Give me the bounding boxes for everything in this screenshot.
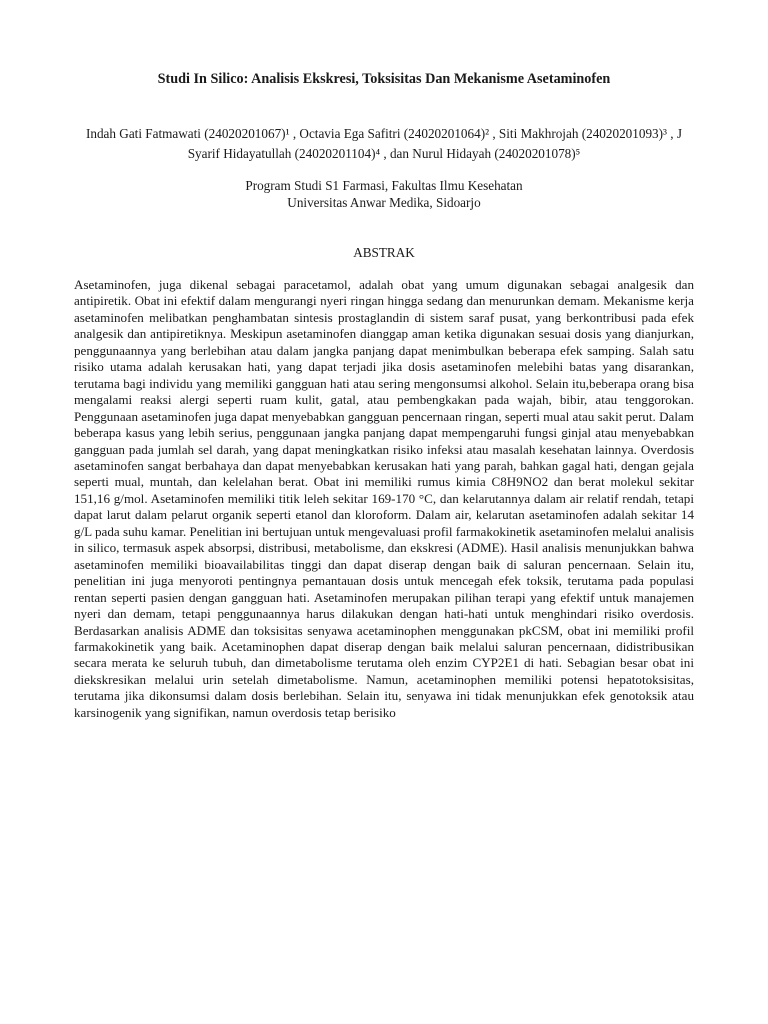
abstract-heading: ABSTRAK <box>353 245 415 260</box>
abstract-text: Asetaminofen, juga dikenal sebagai paracetamol, adalah obat yang umum digunakan sebagai analgesik dan antipiretik. Obat ini efektif dalam mengurangi nyeri ringan hingga sedang dan menurunkan demam. Mekanisme kerja asetaminofen melibatkan penghambatan sintesis prostaglandin di sistem saraf pusat, yang berkontribusi pada efek analgesik dan antipiretiknya. Meskipun asetaminofen dianggap aman ketika digunakan sesuai dosis yang dianjurkan, penggunaannya yang berlebihan atau dalam jangka panjang dapat menimbulkan beberapa efek samping. Salah satu risiko utama adalah kerusakan hati, yang dapat terjadi jika dosis asetaminofen melebihi batas yang disarankan, terutama bagi individu yang memiliki gangguan hati atau sering mengonsumsi alkohol. Selain itu,beberapa orang bisa mengalami reaksi alergi seperti ruam kulit, gatal, atau pembengkakan pada wajah, bibir, atau tenggorokan. Penggunaan asetaminofen juga dapat menyebabkan gangguan pencernaan ringan, seperti mual atau sakit perut. Dalam beberapa kasus yang lebih serius, penggunaan jangka panjang dapat mempengaruhi fungsi ginjal atau menyebabkan gangguan pada jumlah sel darah, yang dapat meningkatkan risiko infeksi atau masalah kesehatan lainnya. Overdosis asetaminofen sangat berbahaya dan dapat menyebabkan kerusakan hati yang parah, bahkan gagal hati, dengan gejala seperti mual, muntah, dan kelelahan berat. Obat ini memiliki rumus kimia C8H9NO2 dan berat molekul sekitar 151,16 g/mol. Asetaminofen memiliki titik leleh sekitar 169-170 °C, dan kelarutannya dalam air relatif rendah, tetapi dapat larut dalam pelarut organik seperti etanol dan kloroform. Dalam air, kelarutan asetaminofen adalah sekitar 14 g/L pada suhu kamar. Penelitian ini bertujuan untuk mengevaluasi profil farmakokinetik asetaminofen melalui analisis in silico, termasuk aspek absorpsi, distribusi, metabolisme, dan ekskresi (ADME). Hasil analisis menunjukkan bahwa asetaminofen memiliki bioavailabilitas tinggi dan dapat diserap dengan baik di saluran pencernaan. Selain itu, penelitian ini juga menyoroti pentingnya pemantauan dosis untuk mencegah efek toksik, terutama pada populasi rentan seperti pasien dengan gangguan hati. Asetaminofen merupakan pilihan terapi yang efektif untuk manajemen nyeri dan demam, tetapi penggunaannya harus dilakukan dengan hati-hati untuk menghindari risiko overdosis. Berdasarkan analisis ADME dan toksisitas senyawa acetaminophen menggunakan pkCSM, obat ini memiliki profil farmakokinetik yang baik. Acetaminophen dapat diserap dengan baik melalui saluran pencernaan, didistribusikan secara merata ke seluruh tubuh, dan dimetabolisme terutama oleh enzim CYP2E1 di hati. Sebagian besar obat ini diekskresikan melalui urin setelah dimetabolisme. Namun, acetaminophen memiliki potensi hepatotoksisitas, terutama jika dikonsumsi dalam dosis berlebihan. Selain itu, senyawa ini tidak menunjukkan efek genotoksik atau karsinogenik yang signifikan, namun overdosis tetap berisiko <box>74 277 694 720</box>
affiliation-university: Universitas Anwar Medika, Sidoarjo <box>287 195 481 210</box>
affiliation-program: Program Studi S1 Farmasi, Fakultas Ilmu Kesehatan <box>245 178 523 193</box>
author-list: Indah Gati Fatmawati (24020201067)¹ , Octavia Ega Safitri (24020201064)² , Siti Makhrojah (24020201093)³ , J Syarif Hidayatullah (24020201104)⁴ , dan Nurul Hidayah (24020201078)⁵ <box>85 126 683 161</box>
affiliation <box>72 177 696 211</box>
paper-title: Studi In Silico: Analisis Ekskresi, Toksisitas Dan Mekanisme Asetaminofen <box>157 71 611 87</box>
